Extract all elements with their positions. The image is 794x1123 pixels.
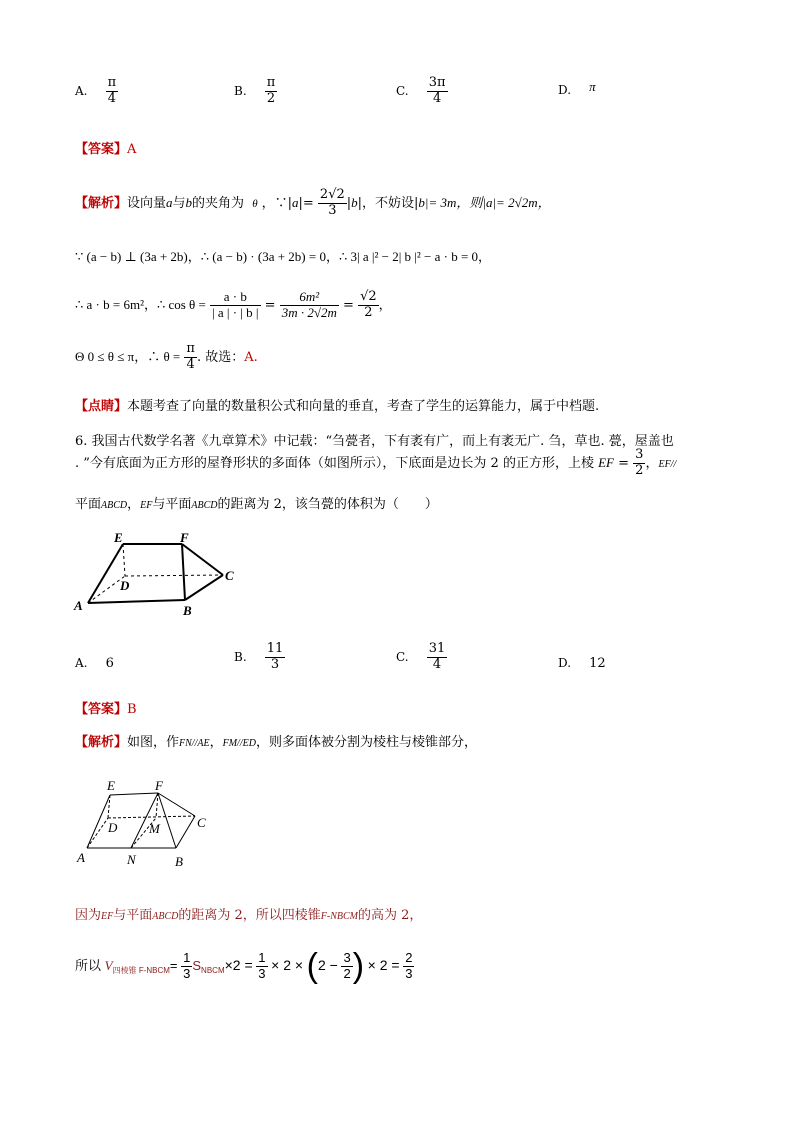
q5-analysis-line2: ∵ (a − b) ⊥ (3a + 2b)，∴ (a − b) · (3a + 2b) = 0，∴ 3| a |² − 2| b |² − a · b = 0， <box>75 249 492 264</box>
option-label: D. <box>558 656 572 670</box>
volume-symbol: V <box>104 957 113 973</box>
vector-a: a <box>292 194 299 210</box>
text: EF <box>140 500 153 511</box>
comment-text: 本题考查了向量的数量积公式和向量的垂直，考查了学生的运算能力，属于中档题. <box>127 399 600 414</box>
q6-option-d <box>558 656 606 671</box>
q6-option-c <box>396 642 447 673</box>
text: 的高为 2， <box>357 908 423 923</box>
text: ， <box>645 455 659 471</box>
option-label: C. <box>396 83 409 98</box>
text: EF <box>101 911 114 922</box>
comment-tag: 【点睛】 <box>75 399 128 414</box>
vertex-label-c: C <box>197 815 206 830</box>
fraction: $\frac{1}{3}$ <box>183 950 191 981</box>
text: 2 − <box>318 956 338 973</box>
text: ，则多面体被分割为棱柱与棱锥部分， <box>255 735 477 750</box>
text: FM//ED <box>222 738 256 749</box>
edge-bc <box>185 575 223 600</box>
text: Θ 0 ≤ θ ≤ π，∴ θ = <box>75 348 181 364</box>
fraction: $\frac{3}{2}$ <box>343 950 351 981</box>
vertex-label-a: A <box>77 850 85 865</box>
edge-fb <box>158 793 176 848</box>
option-label: A. <box>75 656 88 670</box>
text: 设向量 <box>127 195 167 211</box>
q5-option-d <box>558 79 596 99</box>
vertex-label-c: C <box>225 568 234 583</box>
answer-tag: 【答案】 <box>75 702 128 717</box>
option-label: B. <box>234 83 247 98</box>
analysis-tag: 【解析】 <box>75 735 128 750</box>
q6-line2 <box>75 448 676 479</box>
text: 的夹角为 <box>192 195 245 211</box>
q6-analysis-line3 <box>75 947 414 986</box>
text: × 2 = <box>367 956 400 973</box>
fraction: $\frac{2}{3}$ <box>405 950 413 981</box>
fraction: $\frac{3}{2}$ <box>635 447 644 478</box>
text: 平面 <box>75 497 102 512</box>
vertex-label-d: D <box>120 578 130 593</box>
vertex-label-f: F <box>180 530 189 545</box>
option-label: A. <box>75 83 88 98</box>
edge-ef <box>110 793 158 795</box>
q5-comment <box>75 395 599 414</box>
vertex-label-b: B <box>183 603 192 618</box>
q6-option-a <box>75 656 114 671</box>
fraction: $\frac{\text{6m²}}{3m \cdot 2√2m}$ <box>281 289 337 320</box>
theta: θ <box>252 197 258 210</box>
q5-analysis-line4 <box>75 342 258 373</box>
vector-b: b <box>351 194 358 210</box>
option-fraction: $\frac{11}{3}$ <box>266 641 284 672</box>
text: 如图，作 <box>127 735 180 750</box>
vertex-label-m: M <box>149 821 160 836</box>
text: . 故选： <box>196 349 245 365</box>
option-value: 6 <box>105 656 114 671</box>
area-symbol: S <box>192 957 202 973</box>
vertex-label-b: B <box>175 854 183 869</box>
vertex-label-a: A <box>74 598 83 613</box>
edge-ab <box>88 600 185 603</box>
text: EF <box>598 454 614 470</box>
text: 的距离为 2，该刍甍的体积为（ ） <box>217 497 438 512</box>
option-fraction: $\frac{\pi}{4}$ <box>107 75 117 106</box>
text: . ”今有底面为正方形的屋脊形状的多面体（如图所示），下底面是边长为 2 的正方形，上棱 <box>75 455 594 471</box>
option-value: 12 <box>589 656 606 671</box>
paren-close: ) <box>352 947 365 985</box>
answer-tag: 【答案】 <box>75 142 128 157</box>
text: F-NBCM <box>320 911 358 922</box>
edge-fc <box>182 544 223 575</box>
edge-fc <box>158 793 195 816</box>
q5-option-c <box>396 76 448 107</box>
vertex-label-n: N <box>127 852 136 867</box>
edge-dc <box>108 816 195 818</box>
equals: = <box>264 297 276 313</box>
fraction: $\frac{√2}{2}$ <box>360 289 377 320</box>
text: ， <box>209 735 223 750</box>
text: ， <box>378 297 392 313</box>
answer-value: A <box>127 142 137 157</box>
q5-analysis-line3 <box>75 290 392 321</box>
option-value: π <box>589 79 596 94</box>
option-fraction: $\frac{3\pi}{4}$ <box>428 75 446 106</box>
vertex-label-e: E <box>107 778 115 793</box>
q6-answer <box>75 698 137 717</box>
polyhedron-figure-1 <box>70 530 245 620</box>
vertex-label-f: F <box>155 778 163 793</box>
edge-ea <box>88 544 123 603</box>
option-fraction: $\frac{\pi}{2}$ <box>266 75 276 106</box>
text: |，不妨设| <box>357 195 419 211</box>
text: ABCD <box>101 500 128 511</box>
equals: = <box>169 957 178 973</box>
text: 因为 <box>75 908 102 923</box>
text: |= 3m，则| <box>424 194 486 210</box>
vector-a: a <box>485 194 493 210</box>
fraction: $\frac{a \cdot b}{| a | \cdot | b |}$ <box>212 289 259 320</box>
q6-analysis-line2 <box>75 904 422 923</box>
area-subscript: NBCM <box>201 965 225 975</box>
text: |= <box>298 195 314 211</box>
q5-option-b <box>234 76 277 107</box>
q5-option-a <box>75 76 118 107</box>
vertex-label-e: E <box>114 530 123 545</box>
volume-subscript: 四棱锥 F-NBCM <box>112 965 170 975</box>
option-label: C. <box>396 649 409 664</box>
polyhedron-figure-2 <box>75 778 225 870</box>
fraction: $\frac{2√2}{3}$ <box>319 187 345 218</box>
edge-fb <box>182 544 185 600</box>
fraction: $\frac{1}{3}$ <box>258 950 266 981</box>
edge-bc <box>176 816 195 848</box>
text: EF// <box>658 458 677 470</box>
text: ABCD <box>152 911 179 922</box>
analysis-tag: 【解析】 <box>75 195 128 211</box>
q6-line1: 6. 我国古代数学名著《九章算术》中记载：“刍甍者，下有袤有广，而上有袤无广. 刍，草也. 甍，屋盖也 <box>75 434 674 449</box>
q5-answer <box>75 138 136 157</box>
text: ， <box>127 497 141 512</box>
answer-value: B <box>127 702 137 717</box>
text: A. <box>244 349 258 365</box>
equals: = <box>618 455 630 471</box>
paren-open: ( <box>306 947 318 985</box>
text: × 2 × <box>271 956 304 973</box>
edge-dc <box>125 575 223 576</box>
vertex-label-d: D <box>108 820 118 835</box>
option-label: B. <box>234 649 247 664</box>
text: ，∵| <box>261 195 292 211</box>
fraction: $\frac{\pi}{4}$ <box>186 341 195 372</box>
text: ×2 = <box>224 956 253 973</box>
vector-b: b <box>185 194 193 210</box>
text: |= 2√2m， <box>492 194 551 210</box>
q6-analysis <box>75 731 477 750</box>
text: 与 <box>172 195 186 211</box>
text: ∴ a · b = 6m²，∴ cos θ = <box>75 296 206 312</box>
text: FN//AE <box>179 738 210 749</box>
text: ABCD <box>191 500 218 511</box>
text: 所以 <box>75 958 102 974</box>
q6-line3 <box>75 493 438 512</box>
text: 与平面 <box>152 497 192 512</box>
text: 与平面 <box>113 908 153 923</box>
q5-analysis-line1 <box>75 188 551 219</box>
q6-option-b <box>234 642 285 673</box>
vector-b: b <box>418 194 425 210</box>
text: 的距离为 2，所以四棱锥 <box>178 908 321 923</box>
edge-ad <box>87 818 108 848</box>
option-fraction: $\frac{31}{4}$ <box>428 641 446 672</box>
equals: = <box>343 297 354 313</box>
text: | <box>346 195 352 211</box>
option-label: D. <box>558 83 572 97</box>
edge-ea <box>87 795 110 848</box>
edge-ed <box>123 544 125 576</box>
vector-a: a <box>166 194 173 210</box>
